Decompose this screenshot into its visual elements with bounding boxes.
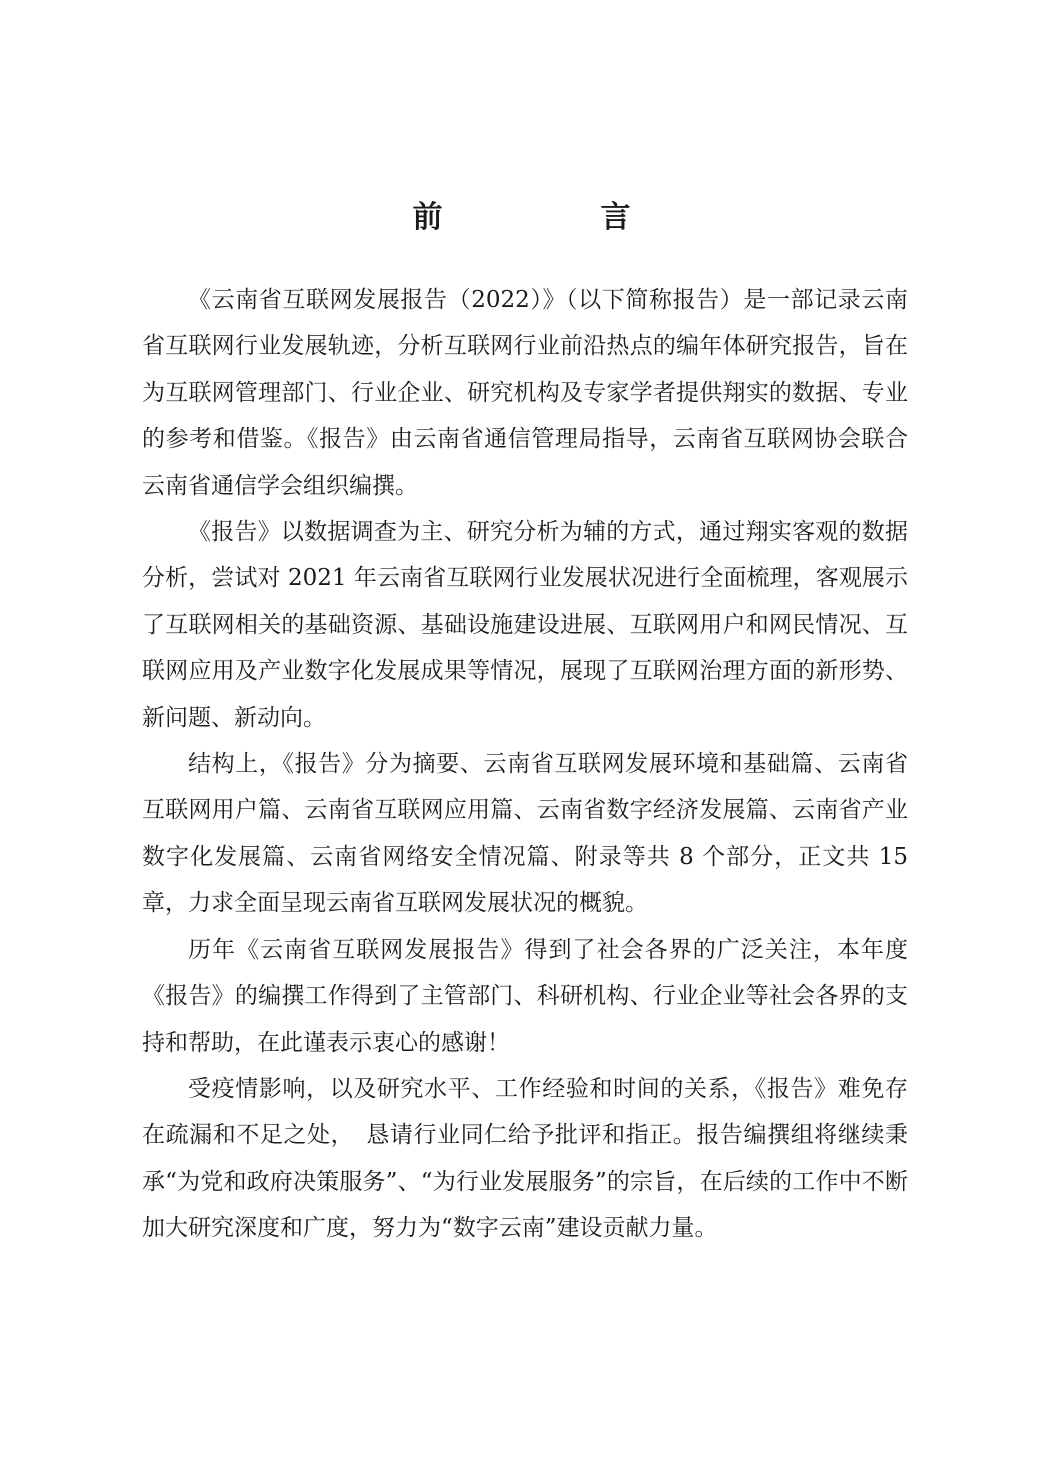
paragraph-2: 《报告》以数据调查为主、研究分析为辅的方式，通过翔实客观的数据分析，尝试对 2021 年云南省互联网行业发展状况进行全面梳理，客观展示了互联网相关的基础资源、基础设施建设进展、互联网用户和网民情况、互联网应用及产业数字化发展成果等情况，展现了互联网治理方面的新形势、新问题、新动向。 (142, 519, 908, 731)
preface-body (142, 277, 908, 1252)
paragraph-3: 结构上，《报告》分为摘要、云南省互联网发展环境和基础篇、云南省互联网用户篇、云南省互联网应用篇、云南省数字经济发展篇、云南省产业数字化发展篇、云南省网络安全情况篇、附录等共 8 个部分，正文共 15 章，力求全面呈现云南省互联网发展状况的概貌。 (142, 751, 908, 917)
paragraph-4: 历年《云南省互联网发展报告》得到了社会各界的广泛关注，本年度《报告》的编撰工作得到了主管部门、科研机构、行业企业等社会各界的支持和帮助，在此谨表示衷心的感谢！ (142, 936, 908, 1056)
page-title: 前 言 (412, 200, 695, 235)
paragraph-1: 《云南省互联网发展报告（2022）》（以下简称报告）是一部记录云南省互联网行业发展轨迹，分析互联网行业前沿热点的编年体研究报告，旨在为互联网管理部门、行业企业、研究机构及专家学者提供翔实的数据、专业的参考和借鉴。《报告》由云南省通信管理局指导，云南省互联网协会联合云南省通信学会组织编撰。 (142, 287, 908, 499)
paragraph-5: 受疫情影响，以及研究水平、工作经验和时间的关系，《报告》难免存在疏漏和不足之处， 恳请行业同仁给予批评和指正。报告编撰组将继续秉承“为党和政府决策服务”、“为行业发展服务”的宗旨，在后续的工作中不断加大研究深度和广度，努力为“数字云南”建设贡献力量。 (142, 1075, 908, 1242)
